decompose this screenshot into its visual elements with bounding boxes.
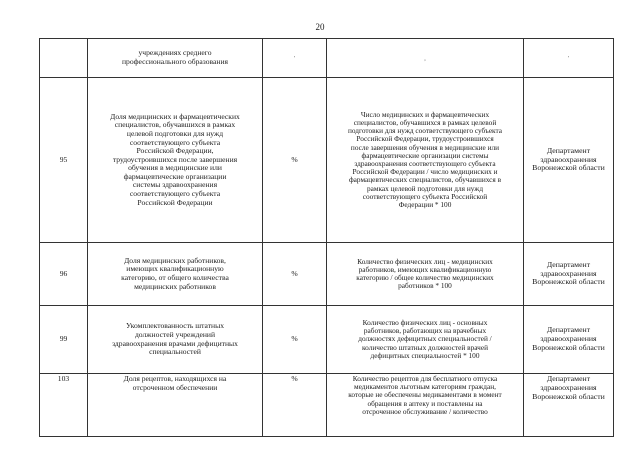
responsible-cell: Департамент здравоохранения Воронежской области — [524, 243, 614, 306]
scan-mark: ' — [293, 55, 296, 62]
responsible-cell: Департамент здравоохранения Воронежской области — [524, 306, 614, 374]
unit-cell: % — [263, 306, 327, 374]
indicator-name-cell: учреждениях среднего профессионального образования — [88, 39, 263, 78]
row-number-cell — [40, 39, 88, 78]
indicator-name-cell: Доля медицинских и фармацевтических специалистов, обучавшихся в рамках целевой подготовки для нужд соответствующего субъекта Российской Федерации, трудоустроившихся после завершения обучения в медицинские или фармацевтические организации системы здравоохранения соответствующего субъекта Российской Федерации — [88, 78, 263, 243]
unit-cell: % — [263, 243, 327, 306]
table-row — [40, 374, 614, 437]
row-number-cell: 95 — [40, 78, 88, 243]
indicator-name-cell: Укомплектованность штатных должностей учреждений здравоохранения врачами дефицитных специальностей — [88, 306, 263, 374]
unit-cell: % — [263, 374, 327, 437]
method-cell: Количество рецептов для бесплатного отпуска медикаментов льготным категориям граждан, которые не обеспечены медикаментами в момент обращения в аптеку и поставлены на отсроченное обслуживание / количество — [327, 374, 524, 437]
scan-mark: ' — [567, 55, 570, 62]
row-number-cell: 96 — [40, 243, 88, 306]
page-number: 20 — [315, 22, 325, 32]
method-cell: Количество физических лиц - основных работников, работающих на врачебных должностях дефицитных специальностей / количество штатных должностей врачей дефицитных специальностей * 100 — [327, 306, 524, 374]
responsible-cell: Департамент здравоохранения Воронежской области — [524, 78, 614, 243]
table-row — [40, 78, 614, 243]
row-number-cell: 103 — [40, 374, 88, 437]
row-number-cell: 99 — [40, 306, 88, 374]
indicator-name-cell: Доля рецептов, находящихся на отсроченном обеспечении — [88, 374, 263, 437]
method-cell: Количество физических лиц - медицинских работников, имеющих квалификационную категорию / общее количество медицинских работников * 100 — [327, 243, 524, 306]
indicator-name-cell: Доля медицинских работников, имеющих квалификационную категорию, от общего количества медицинских работников — [88, 243, 263, 306]
unit-cell: % — [263, 78, 327, 243]
responsible-cell — [524, 39, 614, 78]
table-row-continuation — [40, 39, 614, 78]
responsible-cell: Департамент здравоохранения Воронежской области — [524, 374, 614, 437]
table-row — [40, 306, 614, 374]
table-row — [40, 243, 614, 306]
unit-cell — [263, 39, 327, 78]
method-cell: Число медицинских и фармацевтических специалистов, обучавшихся в рамках целевой подготовки для нужд соответствующего субъекта Российской Федерации, трудоустроившихся после завершения обучения в медицинские или фармацевтические организации системы здравоохранения соответствующего субъекта Российской Федерации / число медицинских и фармацевтических специалистов, обучавшихся в рамках целевой подготовки для нужд соответствующего субъекта Российской Федерации * 100 — [327, 78, 524, 243]
scan-mark: , — [424, 55, 426, 62]
indicators-table — [39, 38, 614, 437]
method-cell — [327, 39, 524, 78]
